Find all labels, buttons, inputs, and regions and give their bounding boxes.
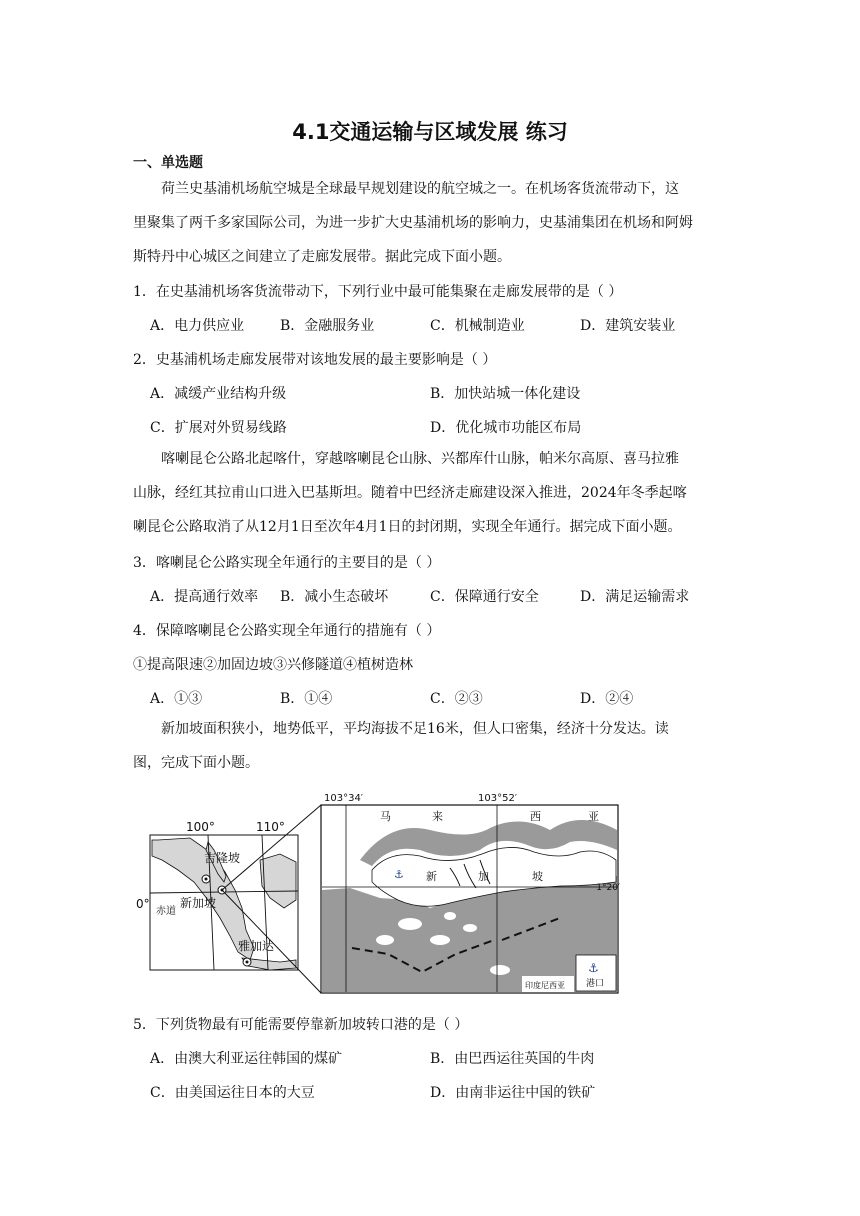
question-5-stem: 5．下列货物最有可能需要停靠新加坡转口港的是（ ） xyxy=(133,1017,469,1033)
q5-option-c[interactable]: C．由美国运往日本的大豆 xyxy=(150,1085,315,1101)
legend-port-label: 港口 xyxy=(586,979,605,989)
question-1-stem: 1．在史基浦机场客货流带动下，下列行业中最可能集聚在走廊发展带的是（ ） xyxy=(133,284,623,300)
q5-option-d[interactable]: D．由南非运往中国的铁矿 xyxy=(430,1085,596,1101)
section-heading: 一、单选题 xyxy=(133,155,203,171)
lon-left-label: 103°34′ xyxy=(324,793,364,804)
inset-lat-0: 0° xyxy=(136,897,150,911)
question-3-stem: 3．喀喇昆仑公路实现全年通行的主要目的是（ ） xyxy=(133,555,441,571)
singapore-map-figure xyxy=(136,790,622,999)
q2-option-a[interactable]: A．减缓产业结构升级 xyxy=(150,386,287,402)
q3-option-a[interactable]: A．提高通行效率 xyxy=(150,589,259,605)
passage-line: 图，完成下面小题。 xyxy=(133,755,259,771)
anchor-icon: ⚓ xyxy=(394,868,404,881)
q5-option-b[interactable]: B．由巴西运往英国的牛肉 xyxy=(430,1051,595,1067)
question-4-items: ①提高限速②加固边坡③兴修隧道④植树造林 xyxy=(133,657,413,673)
passage-line: 斯特丹中心城区之间建立了走廊发展带。据此完成下面小题。 xyxy=(133,249,511,265)
q4-option-b[interactable]: B．①④ xyxy=(280,691,333,707)
q2-option-b[interactable]: B．加快站城一体化建设 xyxy=(430,386,581,402)
label-ya: 亚 xyxy=(588,810,599,823)
city-label-sg: 新加坡 xyxy=(180,896,217,910)
singapore-detail-map xyxy=(321,793,620,993)
q3-option-d[interactable]: D．满足运输需求 xyxy=(580,589,690,605)
q1-option-c[interactable]: C．机械制造业 xyxy=(430,318,525,334)
label-ma: 马 xyxy=(380,810,391,823)
q4-option-c[interactable]: C．②③ xyxy=(430,691,483,707)
q4-option-a[interactable]: A．①③ xyxy=(150,691,203,707)
q2-option-c[interactable]: C．扩展对外贸易线路 xyxy=(150,420,287,436)
passage-line: 喀喇昆仑公路北起喀什，穿越喀喇昆仑山脉、兴都库什山脉，帕米尔高原、喜马拉雅 xyxy=(161,451,679,467)
q1-option-d[interactable]: D．建筑安装业 xyxy=(580,318,676,334)
passage-line: 新加坡面积狭小，地势低平，平均海拔不足16米，但人口密集，经济十分发达。读 xyxy=(161,721,669,737)
page-title: 4.1交通运输与区域发展 练习 xyxy=(292,120,568,144)
lon-right-label: 103°52′ xyxy=(478,793,518,804)
inset-map xyxy=(136,820,298,970)
city-label-kl: 吉隆坡 xyxy=(204,851,241,865)
q5-option-a[interactable]: A．由澳大利亚运往韩国的煤矿 xyxy=(150,1051,343,1067)
passage-line: 荷兰史基浦机场航空城是全球最早规划建设的航空城之一。在机场客货流带动下，这 xyxy=(161,181,679,197)
passage-line: 里聚集了两千多家国际公司，为进一步扩大史基浦机场的影响力，史基浦集团在机场和阿姆 xyxy=(133,215,693,231)
q1-option-a[interactable]: A．电力供应业 xyxy=(150,318,245,334)
passage-line: 喇昆仑公路取消了从12月1日至次年4月1日的封闭期，实现全年通行。据完成下面小题。 xyxy=(133,519,682,535)
label-jia: 加 xyxy=(478,870,489,883)
passage-line: 山脉，经红其拉甫山口进入巴基斯坦。随着中巴经济走廊建设深入推进，2024年冬季起喀 xyxy=(133,485,687,501)
q2-option-d[interactable]: D．优化城市功能区布局 xyxy=(430,420,582,436)
lat-label: 1°20′ xyxy=(596,883,620,893)
inset-lon-100: 100° xyxy=(186,820,215,834)
city-label-jkt: 雅加达 xyxy=(238,939,275,953)
q3-option-c[interactable]: C．保障通行安全 xyxy=(430,589,539,605)
passage-singapore xyxy=(133,712,733,780)
label-indonesia: 印度尼西亚 xyxy=(525,981,565,990)
label-xin: 新 xyxy=(426,870,437,883)
question-4-stem: 4．保障喀喇昆仑公路实现全年通行的措施有（ ） xyxy=(133,623,441,639)
label-lai: 来 xyxy=(432,810,443,823)
q4-option-d[interactable]: D．②④ xyxy=(580,691,634,707)
anchor-icon: ⚓ xyxy=(588,961,599,975)
q1-option-b[interactable]: B．金融服务业 xyxy=(280,318,375,334)
passage-karakoram xyxy=(133,442,733,544)
passage-airport xyxy=(133,172,733,274)
label-xi: 西 xyxy=(530,810,541,823)
label-po: 坡 xyxy=(532,870,543,883)
inset-equator-label: 赤道 xyxy=(156,906,176,917)
inset-lon-110: 110° xyxy=(256,820,285,834)
question-2-stem: 2．史基浦机场走廊发展带对该地发展的最主要影响是（ ） xyxy=(133,352,497,368)
q3-option-b[interactable]: B．减小生态破坏 xyxy=(280,589,389,605)
